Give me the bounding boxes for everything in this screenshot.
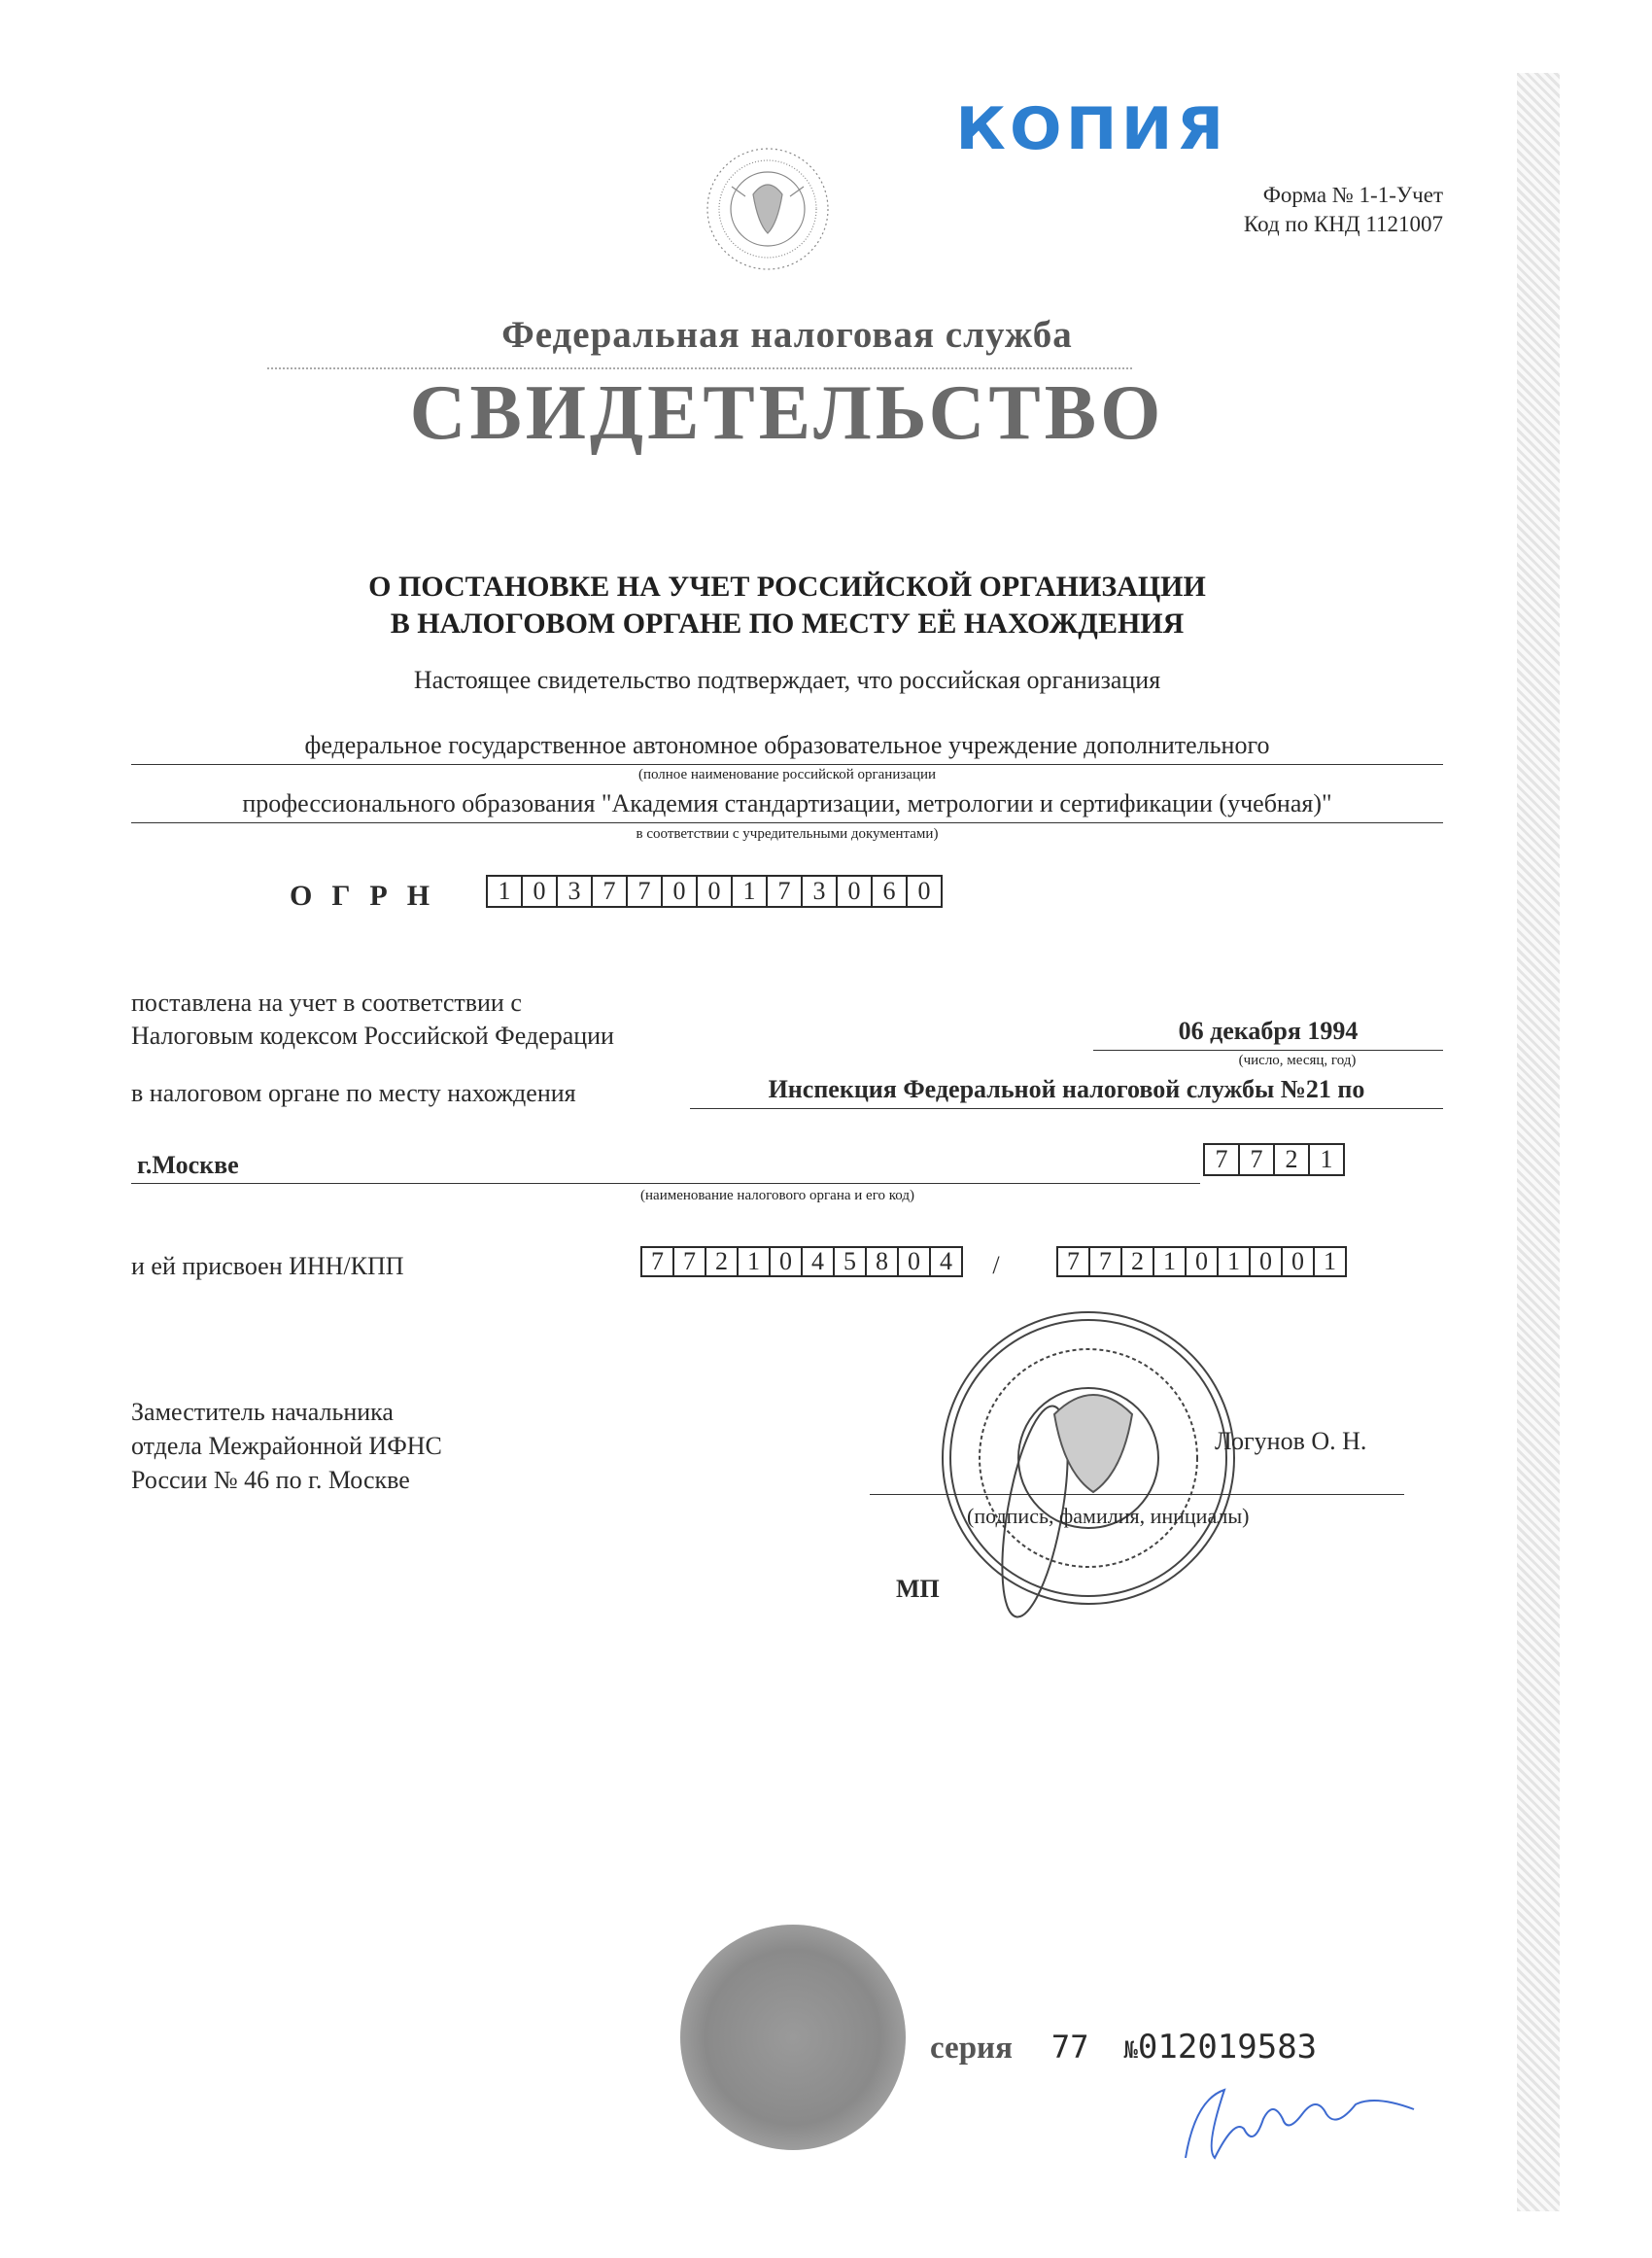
knd-code: Код по КНД 1121007: [1243, 212, 1443, 236]
certificate-title: СВИДЕТЕЛЬСТВО: [409, 370, 1165, 456]
digit-box: 7: [640, 1246, 674, 1277]
org-name-line-1: федеральное государственное автономное образовательное учреждение дополнительного: [131, 731, 1443, 765]
form-number: Форма № 1-1-Учет: [1262, 183, 1443, 207]
signatory-position-line-2: отдела Межрайонной ИФНС: [131, 1432, 442, 1460]
digit-box: 1: [731, 875, 768, 908]
digit-box: 4: [929, 1246, 963, 1277]
digit-box: 0: [836, 875, 873, 908]
number-sign: №: [1123, 2036, 1138, 2064]
digit-box: 7: [672, 1246, 706, 1277]
series-number: 012019583: [1137, 2028, 1318, 2067]
org-name-caption-2: в соответствии с учредительными документами): [636, 826, 939, 842]
digit-box: 0: [897, 1246, 931, 1277]
signatory-position: [131, 1395, 442, 1497]
inn-kpp-separator: /: [992, 1251, 1000, 1279]
signatory-position-line-1: Заместитель начальника: [131, 1398, 394, 1426]
signature-scribble-icon: [1166, 2070, 1438, 2177]
registration-date-caption: (число, месяц, год): [1238, 1053, 1357, 1068]
digit-box: 5: [833, 1246, 867, 1277]
inn-boxes: [640, 1246, 963, 1277]
registration-text: [131, 987, 614, 1053]
certificate-subtitle: [0, 569, 1574, 643]
digit-box: 6: [871, 875, 908, 908]
digit-box: 0: [521, 875, 558, 908]
digit-box: 0: [1249, 1246, 1283, 1277]
digit-box: 1: [486, 875, 523, 908]
tax-authority-label: в налоговом органе по месту нахождения: [131, 1079, 576, 1107]
digit-box: 3: [556, 875, 593, 908]
digit-box: 7: [1203, 1143, 1240, 1176]
digit-box: 1: [1153, 1246, 1187, 1277]
ogrn-label: ОГРН: [290, 880, 450, 912]
digit-box: 0: [769, 1246, 803, 1277]
inn-kpp-label: и ей присвоен ИНН/КПП: [131, 1252, 404, 1280]
registration-text-line-2: Налоговым кодексом Российской Федерации: [131, 1022, 614, 1050]
digit-box: 0: [1185, 1246, 1219, 1277]
signature-line: [870, 1494, 1404, 1495]
tax-authority-code-boxes: [1203, 1143, 1345, 1176]
intro-text: Настоящее свидетельство подтверждает, что российская организация: [413, 666, 1161, 694]
kpp-boxes: [1056, 1246, 1347, 1277]
digit-box: 7: [1056, 1246, 1090, 1277]
signature-caption: (подпись, фамилия, инициалы): [967, 1504, 1250, 1528]
tax-authority-name-2: г.Москве: [131, 1151, 1200, 1184]
series-label: серия: [930, 2031, 1013, 2066]
serial-number: [930, 2028, 1317, 2067]
agency-name: Федеральная налоговая служба: [501, 314, 1073, 356]
org-name-caption-1: (полное наименование российской организации: [637, 767, 937, 782]
series-value: 77: [1050, 2029, 1089, 2066]
digit-box: 7: [1238, 1143, 1275, 1176]
signatory-position-line-3: России № 46 по г. Москве: [131, 1466, 410, 1494]
digit-box: 2: [705, 1246, 739, 1277]
form-info: [1244, 181, 1443, 239]
digit-box: 1: [737, 1246, 771, 1277]
digit-box: 7: [626, 875, 663, 908]
digit-box: 2: [1273, 1143, 1310, 1176]
hologram-seal: [680, 1925, 906, 2150]
registration-date: 06 декабря 1994: [1093, 1017, 1443, 1051]
digit-box: 2: [1120, 1246, 1154, 1277]
registration-text-line-1: поставлена на учет в соответствии с: [131, 989, 522, 1017]
digit-box: 1: [1313, 1246, 1347, 1277]
digit-box: 7: [1088, 1246, 1122, 1277]
digit-box: 3: [801, 875, 838, 908]
digit-box: 7: [591, 875, 628, 908]
subtitle-line-2: В НАЛОГОВОМ ОРГАНЕ ПО МЕСТУ ЕЁ НАХОЖДЕНИЯ: [390, 608, 1185, 640]
digit-box: 1: [1308, 1143, 1345, 1176]
tax-authority-name-1: Инспекция Федеральной налоговой службы №21 по: [690, 1075, 1443, 1109]
org-name-line-2: профессионального образования "Академия стандартизации, метрологии и сертификации (учебная)": [131, 789, 1443, 823]
subtitle-line-1: О ПОСТАНОВКЕ НА УЧЕТ РОССИЙСКОЙ ОРГАНИЗАЦИИ: [368, 571, 1206, 603]
mp-mark: МП: [896, 1575, 940, 1603]
digit-box: 0: [1281, 1246, 1315, 1277]
digit-box: 0: [696, 875, 733, 908]
copy-stamp: КОПИЯ: [955, 95, 1228, 163]
tax-authority-caption: (наименование налогового органа и его код): [640, 1188, 914, 1203]
digit-box: 0: [661, 875, 698, 908]
fns-emblem-icon: [685, 136, 850, 282]
official-stamp-icon: [909, 1288, 1258, 1618]
digit-box: 0: [906, 875, 943, 908]
digit-box: 1: [1217, 1246, 1251, 1277]
digit-box: 7: [766, 875, 803, 908]
digit-box: 8: [865, 1246, 899, 1277]
signatory-name: Логунов О. Н.: [1215, 1427, 1367, 1455]
ogrn-boxes: [486, 875, 943, 908]
digit-box: 4: [801, 1246, 835, 1277]
